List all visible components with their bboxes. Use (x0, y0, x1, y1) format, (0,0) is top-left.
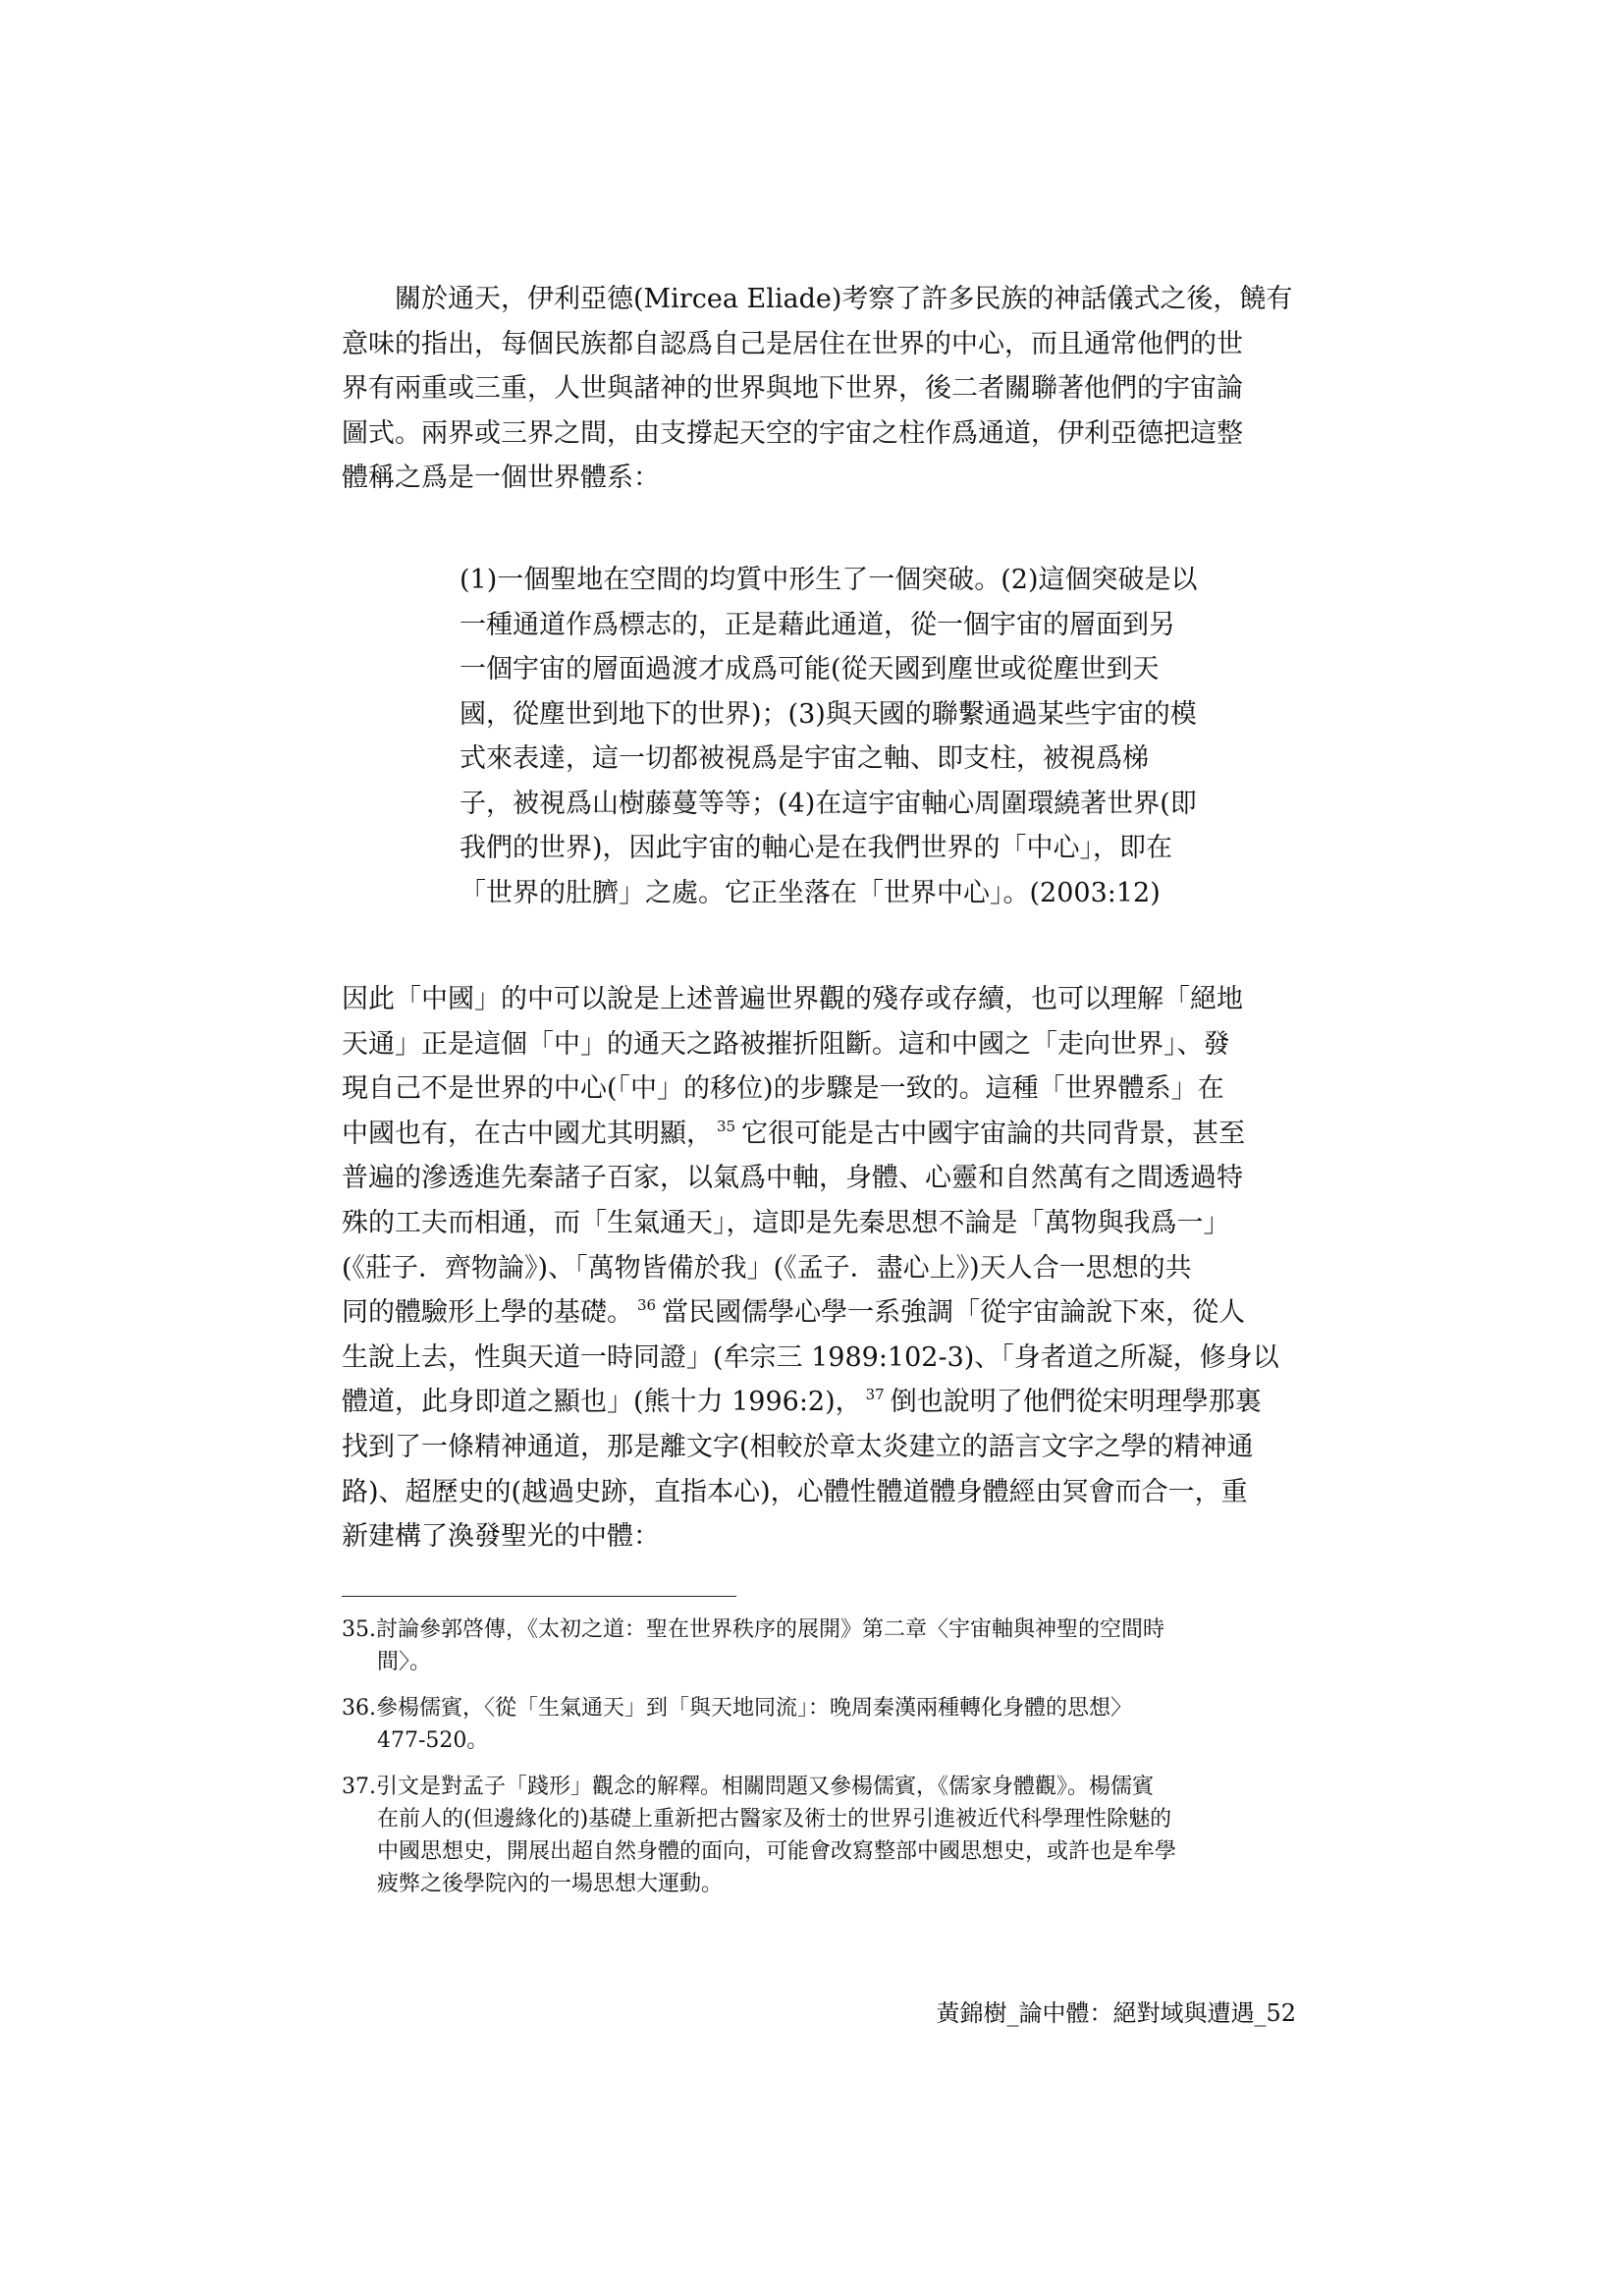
text-line: 找到了一條精神通道，那是離文字(相較於章太炎建立的語言文字之學的精神通 (342, 1431, 1254, 1462)
text-line: 普遍的滲透進先秦諸子百家，以氣爲中軸，身體、心靈和自然萬有之間透過特 (342, 1163, 1243, 1194)
text-line: 現自己不是世界的中心(「中」的移位)的步驟是一致的。這種「世界體系」在 (342, 1073, 1224, 1105)
footnote-line: 在前人的(但邊緣化的)基礎上重新把古醫家及術士的世界引進被近代科學理性除魅的 (377, 1807, 1172, 1831)
text-segment: 它很可能是古中國宇宙論的共同背景，甚至 (741, 1118, 1246, 1149)
block-quote (460, 558, 1225, 915)
body-paragraph-1 (342, 277, 1296, 501)
footnote-line: 中國思想史，開展出超自然身體的面向，可能會改寫整部中國思想史，或許也是牟學 (377, 1839, 1177, 1864)
text-line: 界有兩重或三重，人世與諸神的世界與地下世界，後二者關聯著他們的宇宙論 (342, 373, 1243, 404)
text-line: 意味的指出，每個民族都自認爲自己是居住在世界的中心，而且通常他們的世 (342, 328, 1243, 359)
text-segment: 倒也說明了他們從宋明理學那裏 (890, 1387, 1262, 1418)
text-segment: 中國也有，在古中國尤其明顯， (342, 1118, 713, 1149)
text-line: 因此「中國」的中可以說是上述普遍世界觀的殘存或存續，也可以理解「絕地 (342, 984, 1243, 1014)
footnote-ref-36[interactable]: 36 (637, 1296, 657, 1315)
quote-line: 「世界的肚臍」之處。它正坐落在「世界中心」。(2003:12) (460, 877, 1161, 908)
quote-line: 一個宇宙的層面過渡才成爲可能(從天國到塵世或從塵世到天 (460, 654, 1160, 684)
footnote-ref-35[interactable]: 35 (717, 1117, 736, 1135)
text-line: 天通」正是這個「中」的通天之路被摧折阻斷。這和中國之「走向世界」、發 (342, 1028, 1230, 1060)
text-line-with-ref (342, 1290, 1299, 1336)
text-line-with-ref (342, 1112, 1299, 1157)
text-line: (《莊子．齊物論》)、「萬物皆備於我」(《孟子．盡心上》)天人合一思想的共 (342, 1252, 1192, 1284)
footnote-35 (342, 1613, 1304, 1678)
page-footer: 黃錦樹_論中體：絕對域與遭遇_52 (936, 1999, 1296, 2027)
quote-line: 國，從塵世到地下的世界)；(3)與天國的聯繫通過某些宇宙的模 (460, 698, 1197, 730)
text-segment: 當民國儒學心學一系強調「從宇宙論說下來，從人 (662, 1297, 1246, 1329)
quote-line: 式來表達，這一切都被視爲是宇宙之軸、即支柱，被視爲梯 (460, 743, 1149, 774)
text-line-with-ref (342, 1380, 1299, 1425)
quote-line: 一種通道作爲標志的，正是藉此通道，從一個宇宙的層面到另 (460, 609, 1175, 640)
text-line: 體稱之爲是一個世界體系： (342, 463, 660, 493)
footnote-line: 35.討論參郭啓傳，《太初之道：聖在世界秩序的展開》第二章〈宇宙軸與神聖的空間時 (342, 1617, 1164, 1642)
text-line: 殊的工夫而相通，而「生氣通天」，這即是先秦思想不論是「萬物與我爲一」 (342, 1207, 1230, 1238)
quote-line: 子，被視爲山樹藤蔓等等；(4)在這宇宙軸心周圍環繞著世界(即 (460, 788, 1197, 819)
footnote-divider (342, 1596, 736, 1597)
quote-line: (1)一個聖地在空間的均質中形生了一個突破。(2)這個突破是以 (460, 565, 1198, 595)
footnote-37 (342, 1771, 1304, 1900)
text-line: 圖式。兩界或三界之間，由支撐起天空的宇宙之柱作爲通道，伊利亞德把這整 (342, 417, 1243, 449)
footnote-line: 477-520。 (377, 1728, 489, 1753)
quote-line: 我們的世界)，因此宇宙的軸心是在我們世界的「中心」，即在 (460, 833, 1173, 863)
footnote-line: 36.參楊儒賓，〈從「生氣通天」到「與天地同流」：晚周秦漢兩種轉化身體的思想〉 (342, 1696, 1132, 1721)
text-line: 路)、超歷史的(越過史跡，直指本心)，心體性體道體身體經由冥會而合一，重 (342, 1476, 1248, 1507)
text-segment: 同的體驗形上學的基礎。 (342, 1297, 633, 1329)
footnote-line: 間〉。 (377, 1650, 432, 1674)
footnote-line: 37.引文是對孟子「踐形」觀念的解釋。相關問題又參楊儒賓，《儒家身體觀》。楊儒賓 (342, 1775, 1154, 1799)
footnote-line: 疲弊之後學院內的一場思想大運動。 (377, 1872, 724, 1896)
text-line: 生說上去，性與天道一時同證」(牟宗三 1989:102-3)、「身者道之所凝，修身以 (342, 1341, 1279, 1373)
footnote-ref-37[interactable]: 37 (865, 1386, 885, 1404)
text-line: 關於通天，伊利亞德(Mircea Eliade)考察了許多民族的神話儀式之後，饒有 (342, 284, 1293, 314)
body-paragraph-2 (342, 977, 1299, 1559)
text-segment: 體道，此身即道之顯也」(熊十力 1996:2)， (342, 1387, 862, 1418)
text-line: 新建構了渙發聖光的中體： (342, 1521, 660, 1553)
footnotes (342, 1613, 1304, 1914)
footnote-36 (342, 1692, 1304, 1757)
